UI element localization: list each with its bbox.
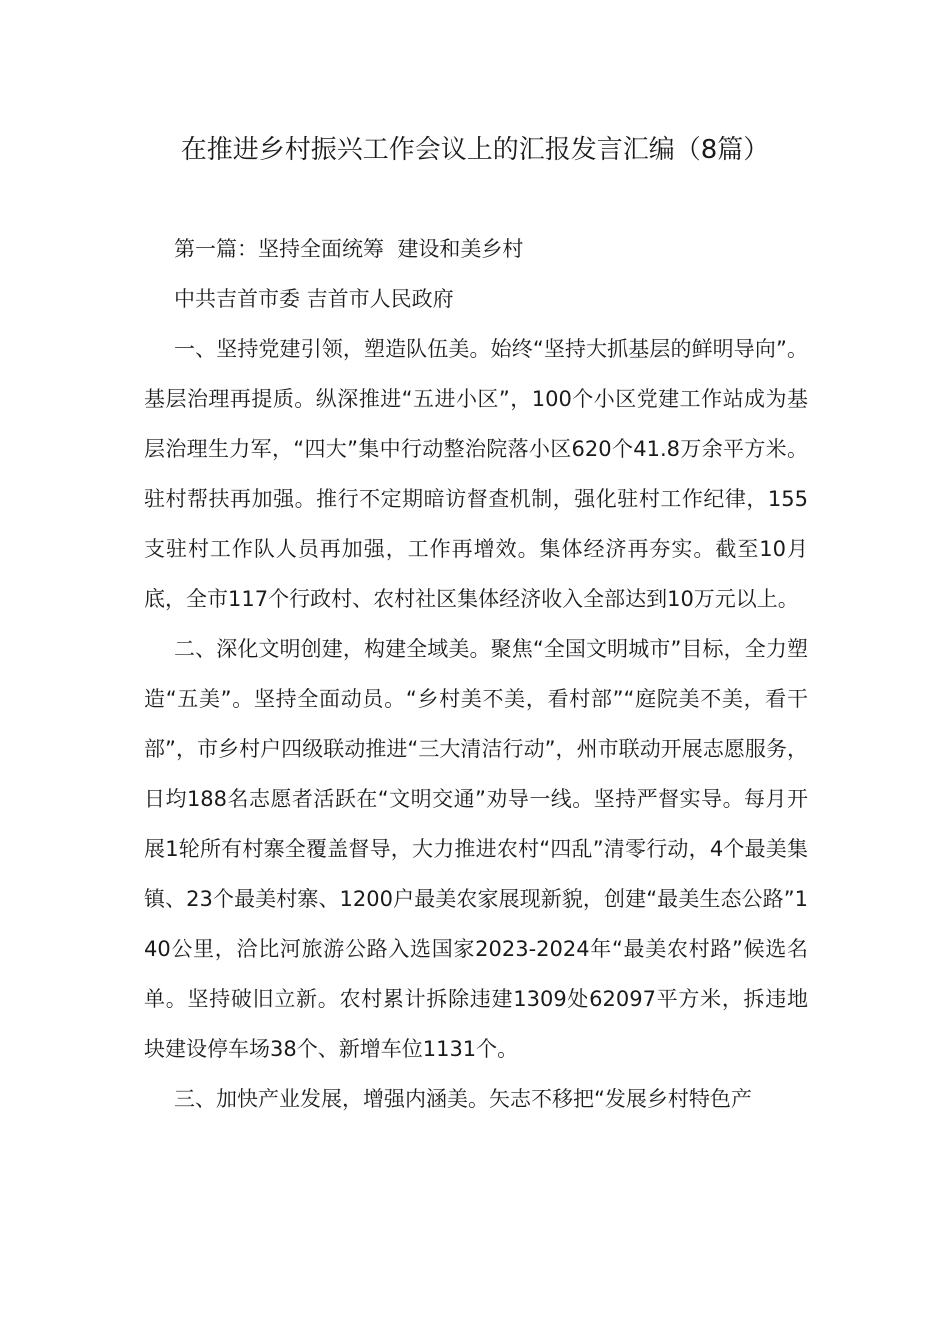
- paragraph-3: 三、加快产业发展，增强内涵美。矢志不移把“发展乡村特色产: [174, 1087, 752, 1111]
- document-body: [144, 224, 808, 1124]
- document-title: 在推进乡村振兴工作会议上的汇报发言汇编（8篇）: [180, 135, 770, 165]
- paragraph-2: 二、深化文明创建，构建全域美。聚焦“全国文明城市”目标，全力塑造“五美”。坚持全面动员。“乡村美不美，看村部”“庭院美不美，看干部”，市乡村户四级联动推进“三大清洁行动”，州市联动开展志愿服务，日均188名志愿者活跃在“文明交通”劝导一线。坚持严督实导。每月开展1轮所有村寨全覆盖督导，大力推进农村“四乱”清零行动，4个最美集镇、23个最美村寨、1200户最美农家展现新貌，创建“最美生态公路”140公里，洽比河旅游公路入选国家2023-2024年“最美农村路”候选名单。坚持破旧立新。农村累计拆除违建1309处62097平方米，拆违地块建设停车场38个、新增车位1131个。: [144, 637, 808, 1061]
- paragraph-1: 一、坚持党建引领，塑造队伍美。始终“坚持大抓基层的鲜明导向”。基层治理再提质。纵深推进“五进小区”，100个小区党建工作站成为基层治理生力军，“四大”集中行动整治院落小区620个41.8万余平方米。驻村帮扶再加强。推行不定期暗访督查机制，强化驻村工作纪律，155支驻村工作队人员再加强，工作再增效。集体经济再夯实。截至10月底，全市117个行政村、农村社区集体经济收入全部达到10万元以上。: [144, 337, 808, 611]
- author-line: 中共吉首市委 吉首市人民政府: [174, 287, 454, 311]
- section-heading: 第一篇：坚持全面统筹 建设和美乡村: [174, 237, 524, 261]
